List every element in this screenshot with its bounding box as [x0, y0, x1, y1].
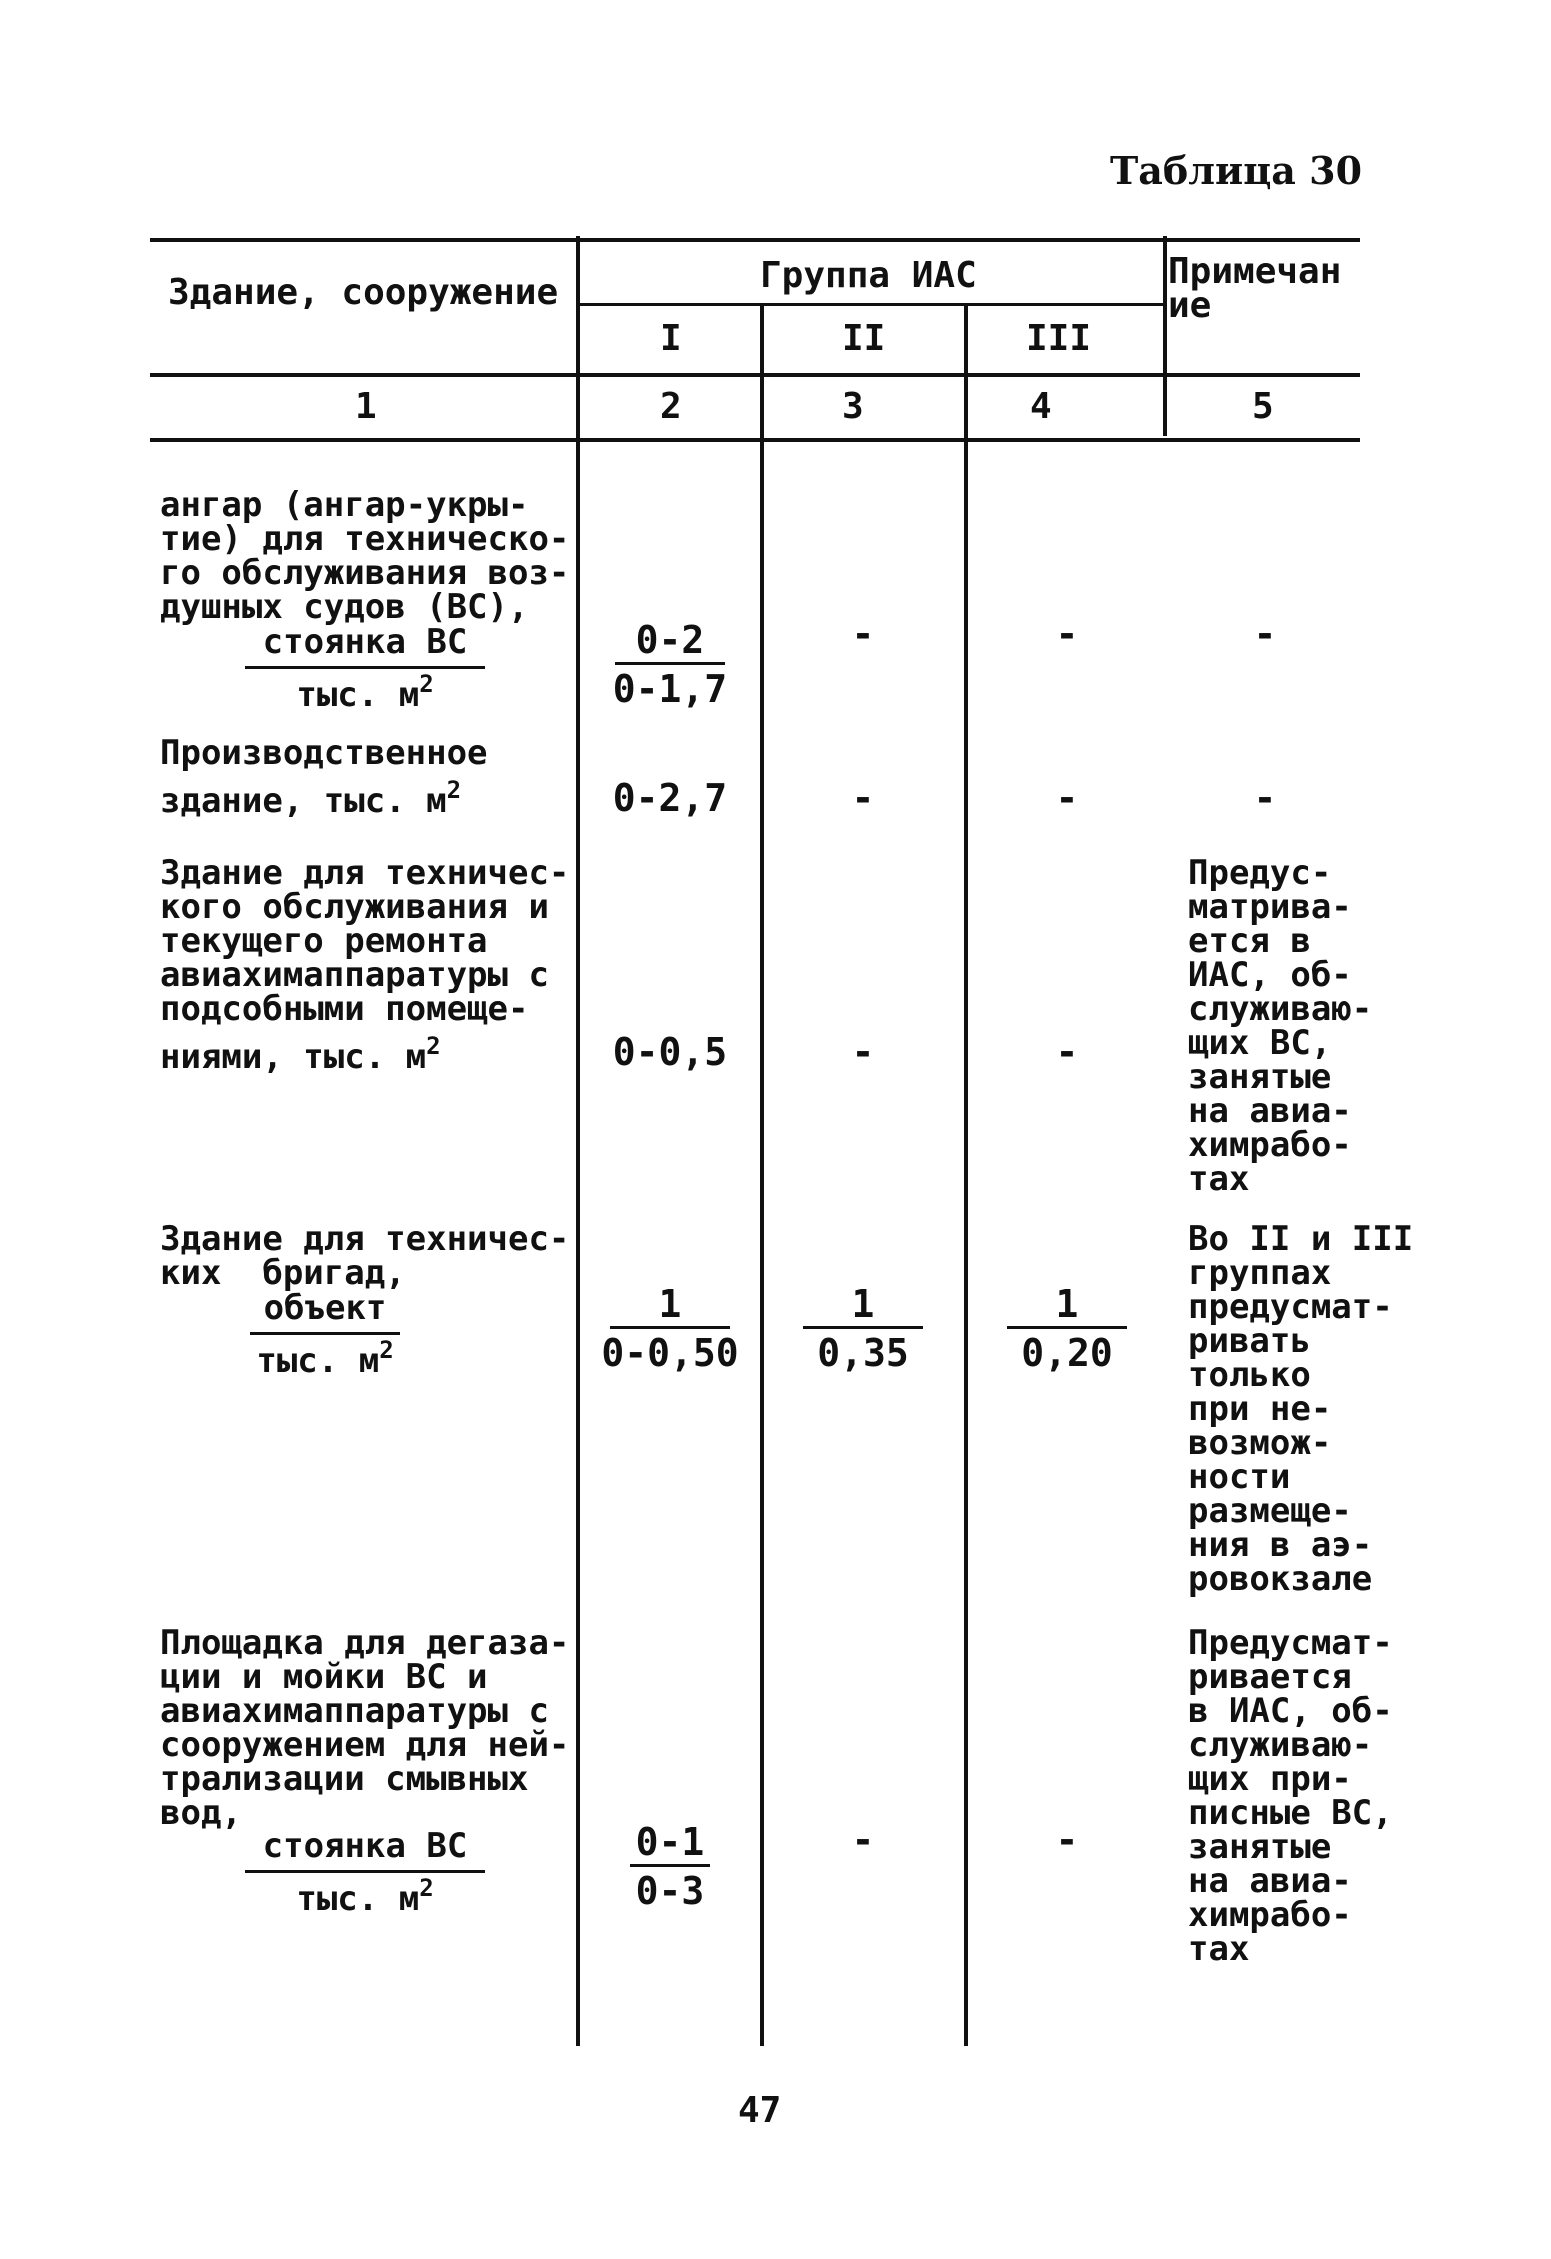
row4-group3-bar	[1007, 1326, 1127, 1329]
row5-unit-den-text: тыс. м	[296, 1879, 420, 1919]
row5-note-2: ривается	[1188, 1657, 1352, 1697]
row3-note-10: тах	[1188, 1159, 1250, 1199]
header-group-1: I	[660, 318, 682, 359]
row1-line-1: ангар (ангар-укры-	[160, 485, 529, 525]
row1-group2-value: -	[851, 612, 875, 656]
row5-line-1: Площадка для дегаза-	[160, 1623, 570, 1663]
row4-group2-bar	[803, 1326, 923, 1329]
row4-line-1: Здание для техничес-	[160, 1219, 570, 1259]
group-subheader-rule	[580, 303, 1165, 306]
row1-unit-sup: 2	[419, 670, 434, 698]
row1-unit-den-text: тыс. м	[296, 675, 420, 715]
row3-line-4: авиахимаппаратуры с	[160, 955, 549, 995]
row1-group1-den: 0-1,7	[612, 667, 728, 711]
row3-line-2: кого обслуживания и	[160, 887, 549, 927]
row5-note-7: занятые	[1188, 1827, 1332, 1867]
header-note: Примечание	[1168, 251, 1342, 326]
row5-note-5: щих при-	[1188, 1759, 1352, 1799]
row2-line-2	[160, 776, 462, 821]
row1-group1-num: 0-2	[635, 618, 705, 662]
row5-group1-den: 0-3	[635, 1869, 705, 1913]
numbers-bottom-rule	[150, 438, 1360, 442]
row4-group2-fraction	[768, 1284, 958, 1373]
row3-note-8: на авиа-	[1188, 1091, 1352, 1131]
row1-line-2: тие) для техническо-	[160, 519, 570, 559]
column-number-5: 5	[1252, 386, 1274, 427]
row5-line-5: трализации смывных	[160, 1759, 529, 1799]
row4-unit-denominator	[250, 1335, 400, 1381]
row4-note-1: Во II и III	[1188, 1219, 1414, 1259]
row4-group1-bar	[610, 1326, 730, 1329]
row4-note-10: ния в аэ-	[1188, 1525, 1373, 1565]
row4-note-4: ривать	[1188, 1321, 1311, 1361]
row5-group1-bar	[630, 1864, 710, 1867]
row1-line-3: го обслуживания воз-	[160, 553, 570, 593]
row3-group3-value: -	[1055, 1030, 1079, 1074]
row5-unit-numerator: стоянка ВС	[245, 1826, 485, 1873]
row5-note-8: на авиа-	[1188, 1861, 1352, 1901]
row5-line-2: ции и мойки ВС и	[160, 1657, 488, 1697]
column-number-3: 3	[842, 386, 864, 427]
row4-unit-den-text: тыс. м	[256, 1341, 380, 1381]
row3-line-6	[160, 1032, 441, 1077]
row4-group1-fraction	[585, 1284, 755, 1373]
row4-group1-den: 0-0,50	[601, 1331, 739, 1375]
row3-group2-value: -	[851, 1030, 875, 1074]
row5-unit-denominator	[245, 1873, 485, 1919]
row2-line-2-text: здание, тыс. м	[160, 781, 447, 821]
row4-unit-numerator: объект	[250, 1288, 400, 1335]
row3-line-5: подсобными помеще-	[160, 989, 529, 1029]
row2-unit-sup: 2	[446, 776, 462, 804]
row4-group3-den: 0,20	[1021, 1331, 1113, 1375]
row3-line-1: Здание для техничес-	[160, 853, 570, 893]
row1-unit-numerator: стоянка ВС	[245, 622, 485, 669]
row4-note-8: ности	[1188, 1457, 1291, 1497]
row2-group3-value: -	[1055, 776, 1079, 820]
row1-group3-value: -	[1055, 612, 1079, 656]
row4-note-11: ровокзале	[1188, 1559, 1373, 1599]
row4-note-6: при не-	[1188, 1389, 1332, 1429]
row3-note-4: ИАС, об-	[1188, 955, 1352, 995]
row3-note-9: химрабо-	[1188, 1125, 1352, 1165]
row3-note-1: Предус-	[1188, 853, 1332, 893]
row5-line-6: вод,	[160, 1793, 242, 1833]
row5-note-1: Предусмат-	[1188, 1623, 1393, 1663]
row5-note-9: химрабо-	[1188, 1895, 1352, 1935]
row3-group1-value: 0-0,5	[612, 1030, 728, 1074]
column-divider-3	[964, 305, 968, 2046]
row4-note-7: возмож-	[1188, 1423, 1332, 1463]
row4-note-9: размеще-	[1188, 1491, 1352, 1531]
row3-note-5: служиваю-	[1188, 989, 1373, 1029]
header-group-3: III	[1026, 318, 1092, 359]
column-number-2: 2	[660, 386, 682, 427]
row5-group1-num: 0-1	[635, 1820, 705, 1864]
row1-unit-fraction	[245, 622, 485, 715]
header-group: Группа ИАС	[760, 255, 977, 296]
row1-line-4: душных судов (ВС),	[160, 587, 529, 627]
column-number-1: 1	[355, 386, 377, 427]
row4-note-5: только	[1188, 1355, 1311, 1395]
row3-line-3: текущего ремонта	[160, 921, 488, 961]
row3-note-7: занятые	[1188, 1057, 1332, 1097]
row5-note-6: писные ВС,	[1188, 1793, 1393, 1833]
row1-group1-fraction	[585, 620, 755, 709]
row4-group3-num: 1	[1055, 1282, 1079, 1326]
row4-group1-num: 1	[658, 1282, 682, 1326]
row2-note: -	[1253, 776, 1277, 820]
row5-group2-value: -	[851, 1818, 875, 1862]
row4-group3-fraction	[972, 1284, 1162, 1373]
table-caption: Таблица 30	[1110, 148, 1363, 193]
row5-note-3: в ИАС, об-	[1188, 1691, 1393, 1731]
column-divider-1	[576, 236, 580, 2046]
row4-note-3: предусмат-	[1188, 1287, 1393, 1327]
row5-note-4: служиваю-	[1188, 1725, 1373, 1765]
header-bottom-rule	[150, 373, 1360, 377]
row2-line-1: Производственное	[160, 733, 488, 773]
row5-unit-sup: 2	[419, 1874, 434, 1902]
row1-unit-denominator	[245, 669, 485, 715]
row3-unit-sup: 2	[426, 1032, 441, 1060]
row3-note-3: ется в	[1188, 921, 1311, 961]
table-top-rule	[150, 238, 1360, 242]
row5-group1-fraction	[585, 1822, 755, 1911]
row2-group2-value: -	[851, 776, 875, 820]
header-building: Здание, сооружение	[168, 272, 559, 313]
row5-line-3: авиахимаппаратуры с	[160, 1691, 549, 1731]
row2-group1-value: 0-2,7	[612, 776, 728, 820]
row4-line-2: ких бригад,	[160, 1253, 406, 1293]
page-number: 47	[738, 2090, 782, 2131]
row4-group2-num: 1	[851, 1282, 875, 1326]
row4-unit-fraction	[250, 1288, 400, 1381]
column-divider-4	[1163, 236, 1167, 436]
row4-unit-sup: 2	[379, 1336, 394, 1364]
row5-note-10: тах	[1188, 1929, 1250, 1969]
row5-group3-value: -	[1055, 1818, 1079, 1862]
row5-unit-fraction	[245, 1826, 485, 1919]
row5-line-4: сооружением для ней-	[160, 1725, 570, 1765]
row4-group2-den: 0,35	[817, 1331, 909, 1375]
row3-line-6-text: ниями, тыс. м	[160, 1037, 427, 1077]
row1-note: -	[1253, 612, 1277, 656]
column-divider-2	[760, 305, 764, 2046]
row1-group1-bar	[615, 662, 725, 665]
column-number-4: 4	[1030, 386, 1052, 427]
row3-note-2: матрива-	[1188, 887, 1352, 927]
row4-note-2: группах	[1188, 1253, 1332, 1293]
row3-note-6: щих ВС,	[1188, 1023, 1332, 1063]
header-group-2: II	[842, 318, 886, 359]
